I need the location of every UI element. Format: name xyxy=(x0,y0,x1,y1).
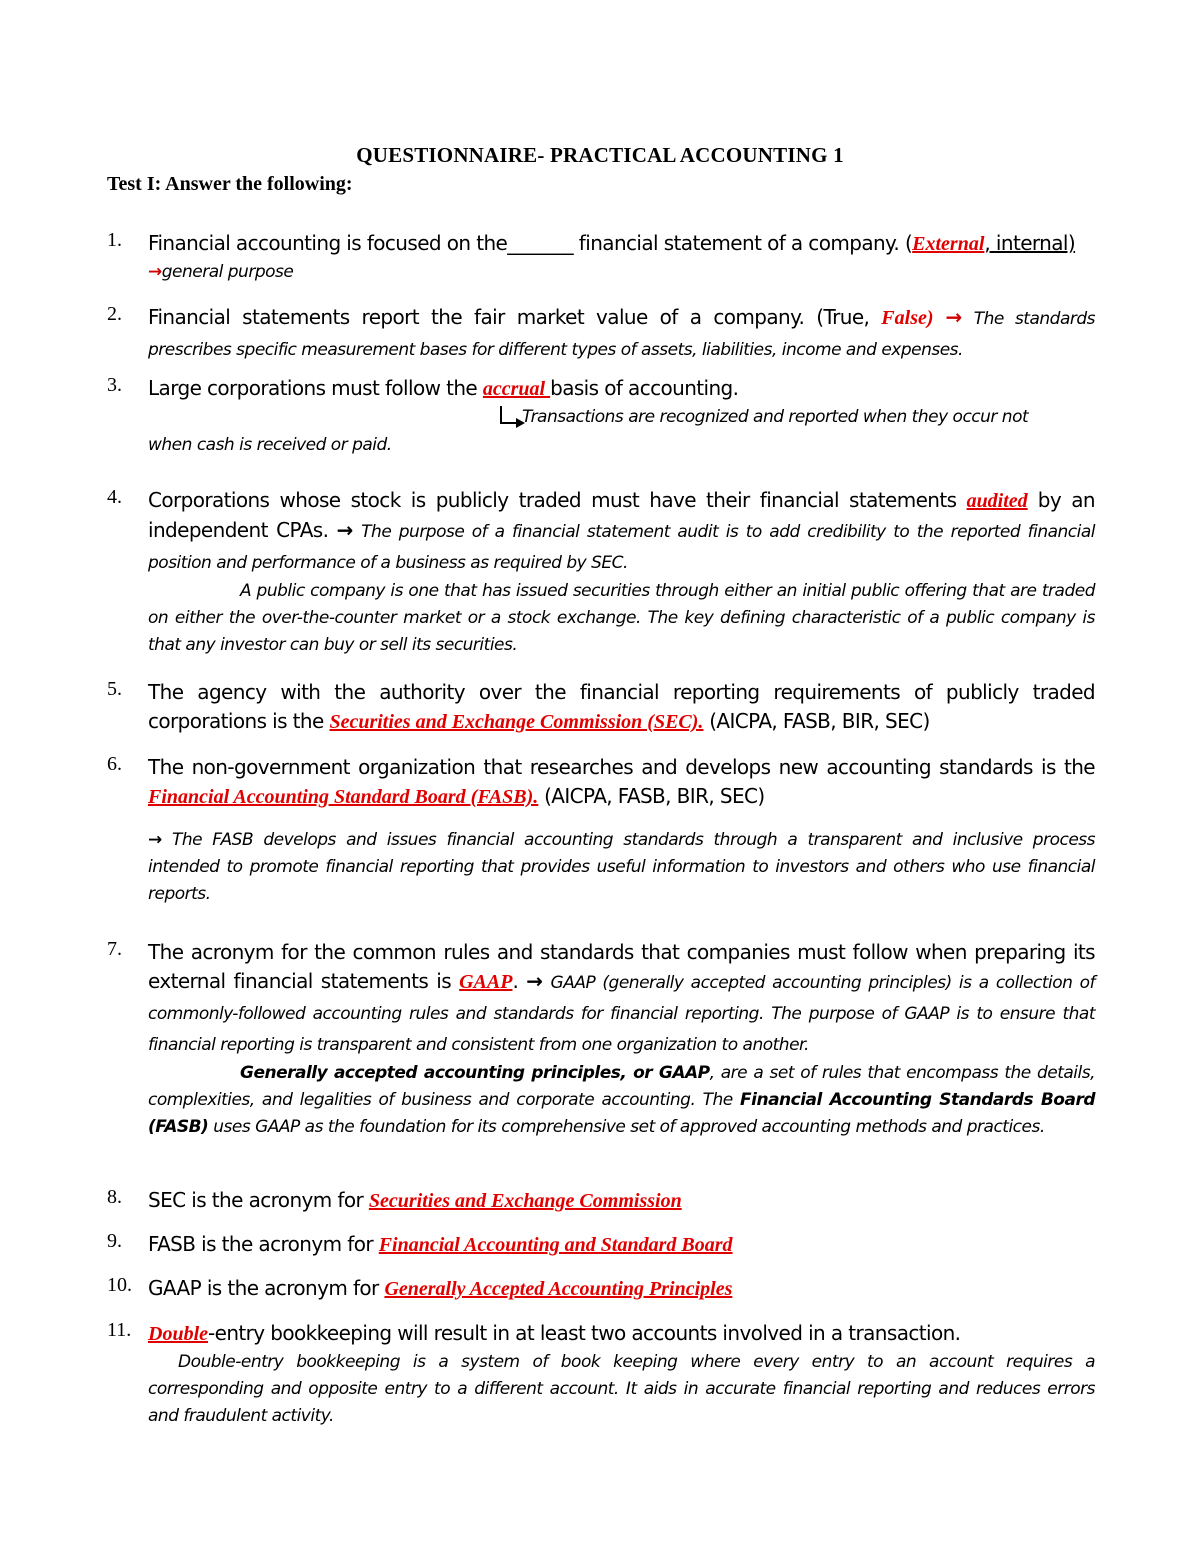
answer-note-extra: A public company is one that has issued securities through either an initial public offering that are traded on either the over-the-counter market or a stock exchange. The key defining characteristic of a public company is that any investor can buy or sell its securities. xyxy=(148,581,1095,655)
answer: False) xyxy=(881,307,934,329)
question-number: 3. xyxy=(107,374,122,396)
answer-note: →general purpose xyxy=(148,262,294,282)
answer: accrual xyxy=(482,378,551,400)
answer-note: The standards prescribes specific measurement bases for different types of assets, liabilities, income and expenses. xyxy=(148,309,1096,360)
question-text: FASB is the acronym for Financial Accounting and Standard Board xyxy=(148,1232,733,1256)
question-number: 6. xyxy=(107,753,122,775)
question-7 xyxy=(107,938,1095,1141)
question-text: Financial statements report the fair market value of a company. (True, False) → The standards prescribes specific measurement bases for different types of assets, liabilities, income and expenses. xyxy=(148,305,1096,360)
question-text: Financial accounting is focused on the_______ financial statement of a company. (External, internal) xyxy=(148,231,1076,255)
answer: Securities and Exchange Commission xyxy=(368,1190,682,1212)
answer: External xyxy=(912,233,985,255)
question-3 xyxy=(107,374,1095,459)
answer: GAAP xyxy=(459,971,513,993)
question-number: 1. xyxy=(107,229,122,251)
question-text: The non-government organization that researches and develops new accounting standards is the Financial Accounting Standard Board (FASB). (AICPA, FASB, BIR, SEC) xyxy=(148,755,1095,808)
question-number: 7. xyxy=(107,938,122,960)
arrow-icon: → xyxy=(945,305,962,329)
elbow-arrow-icon xyxy=(500,406,516,424)
question-11 xyxy=(107,1319,1095,1430)
question-text: Corporations whose stock is publicly traded must have their financial statements audited by an independent CPAs. → The purpose of a financial statement audit is to add credibility to the reported financial position and performance of a business as required by SEC. xyxy=(148,488,1095,573)
question-number: 5. xyxy=(107,678,122,700)
answer: Securities and Exchange Commission (SEC). xyxy=(329,711,704,733)
answer: Financial Accounting Standard Board (FASB). xyxy=(148,786,539,808)
test-heading: Test I: Answer the following: xyxy=(107,173,353,195)
question-number: 11. xyxy=(107,1319,132,1341)
answer: Double xyxy=(148,1323,208,1345)
answer: Generally Accepted Accounting Principles xyxy=(384,1278,733,1300)
answer-note: The purpose of a financial statement audit is to add credibility to the reported financial position and performance of a business as required by SEC. xyxy=(148,522,1095,573)
arrow-icon: → xyxy=(336,518,353,542)
page-title: QUESTIONNAIRE- PRACTICAL ACCOUNTING 1 xyxy=(356,143,844,167)
question-text: Large corporations must follow the accrual basis of accounting. xyxy=(148,376,739,400)
question-text: GAAP is the acronym for Generally Accepted Accounting Principles xyxy=(148,1276,733,1300)
question-8 xyxy=(107,1186,1095,1216)
question-number: 2. xyxy=(107,303,122,325)
question-number: 4. xyxy=(107,486,122,508)
arrow-icon: → xyxy=(526,969,543,993)
arrow-icon: → xyxy=(148,830,162,850)
question-6 xyxy=(107,753,1095,908)
question-text: SEC is the acronym for Securities and Exchange Commission xyxy=(148,1188,682,1212)
question-2 xyxy=(107,303,1095,365)
question-5 xyxy=(107,678,1095,737)
question-1 xyxy=(107,229,1095,286)
question-text: The acronym for the common rules and standards that companies must follow when preparing its external financial statements is GAAP. → GAAP (generally accepted accounting principles) is a collection of commonly-followed accounting rules and standards for financial reporting. The purpose of GAAP is to ensure that financial reporting is transparent and consistent from one organization to another. xyxy=(148,940,1095,1055)
answer: audited xyxy=(966,490,1028,512)
arrow-icon: → xyxy=(148,262,162,282)
question-number: 8. xyxy=(107,1186,122,1208)
question-4 xyxy=(107,486,1095,659)
question-text: Double-entry bookkeeping will result in at least two accounts involved in a transaction. xyxy=(148,1321,961,1345)
answer-note: Transactions are recognized and reported when they occur not xyxy=(148,404,1095,431)
answer-note: GAAP (generally accepted accounting principles) is a collection of commonly-followed accounting rules and standards for financial reporting. The purpose of GAAP is to ensure that financial reporting is transparent and consistent from one organization to another. xyxy=(148,973,1095,1055)
answer-note: Double-entry bookkeeping is a system of book keeping where every entry to an account requires a corresponding and opposite entry to a different account. It aids in accurate financial reporting and reduces errors and fraudulent activity. xyxy=(148,1352,1095,1426)
question-10 xyxy=(107,1274,1095,1304)
answer: Financial Accounting and Standard Board xyxy=(378,1234,733,1256)
question-9 xyxy=(107,1230,1095,1260)
answer-note-cont: when cash is received or paid. xyxy=(148,435,392,455)
answer-note-extra: Generally accepted accounting principles, or GAAP, are a set of rules that encompass the details, complexities, and legalities of business and corporate accounting. The Financial Accounting Standards Board (FASB) uses GAAP as the foundation for its comprehensive set of approved accounting methods and practices. xyxy=(148,1063,1096,1137)
question-number: 10. xyxy=(107,1274,132,1296)
question-number: 9. xyxy=(107,1230,122,1252)
answer-note: → The FASB develops and issues financial accounting standards through a transparent and inclusive process intended to promote financial reporting that provides useful information to investors and others who use financial reports. xyxy=(148,830,1095,904)
question-text: The agency with the authority over the financial reporting requirements of publicly traded corporations is the Securities and Exchange Commission (SEC). (AICPA, FASB, BIR, SEC) xyxy=(148,680,1095,733)
